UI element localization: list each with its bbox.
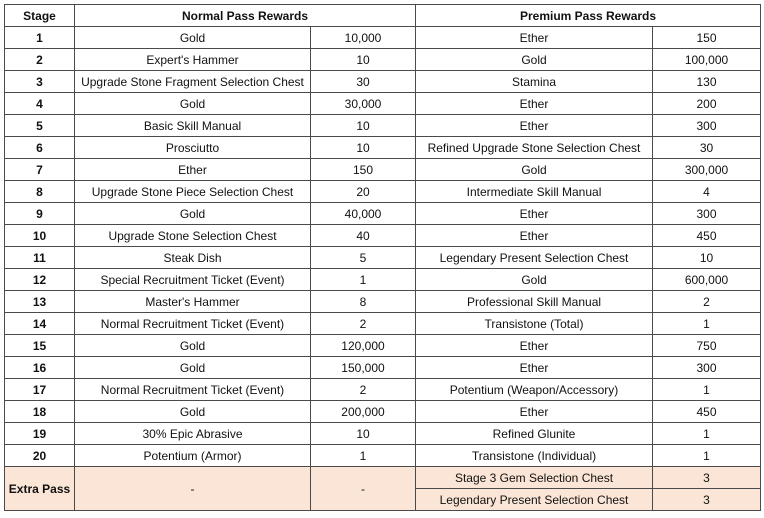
normal-item-cell: Gold bbox=[75, 357, 311, 379]
stage-cell: 3 bbox=[5, 71, 75, 93]
reward-rows bbox=[5, 27, 761, 467]
premium-qty-cell: 200 bbox=[653, 93, 761, 115]
table-row bbox=[5, 27, 761, 49]
table-row bbox=[5, 423, 761, 445]
stage-cell: 7 bbox=[5, 159, 75, 181]
normal-qty-cell: 20 bbox=[311, 181, 416, 203]
table-row bbox=[5, 401, 761, 423]
premium-qty-cell: 1 bbox=[653, 445, 761, 467]
stage-cell: 9 bbox=[5, 203, 75, 225]
normal-qty-cell: 150,000 bbox=[311, 357, 416, 379]
premium-item-cell: Ether bbox=[416, 357, 653, 379]
table-row bbox=[5, 93, 761, 115]
premium-qty-cell: 300 bbox=[653, 203, 761, 225]
stage-cell: 12 bbox=[5, 269, 75, 291]
premium-item-cell: Ether bbox=[416, 225, 653, 247]
normal-qty-cell: 120,000 bbox=[311, 335, 416, 357]
stage-cell: 15 bbox=[5, 335, 75, 357]
normal-qty-cell: 30,000 bbox=[311, 93, 416, 115]
premium-item-cell: Gold bbox=[416, 269, 653, 291]
stage-cell: 4 bbox=[5, 93, 75, 115]
premium-qty-cell: 100,000 bbox=[653, 49, 761, 71]
normal-qty-cell: 5 bbox=[311, 247, 416, 269]
header-normal-pass: Normal Pass Rewards bbox=[75, 5, 416, 27]
premium-item-cell: Transistone (Total) bbox=[416, 313, 653, 335]
normal-item-cell: Gold bbox=[75, 335, 311, 357]
premium-item-cell: Ether bbox=[416, 335, 653, 357]
premium-item-cell: Transistone (Individual) bbox=[416, 445, 653, 467]
premium-qty-cell: 750 bbox=[653, 335, 761, 357]
premium-qty-cell: 30 bbox=[653, 137, 761, 159]
premium-item-cell: Ether bbox=[416, 401, 653, 423]
extra-pass-label: Extra Pass bbox=[5, 467, 75, 511]
premium-qty-cell: 1 bbox=[653, 313, 761, 335]
extra-normal-qty: - bbox=[311, 467, 416, 511]
normal-item-cell: Expert's Hammer bbox=[75, 49, 311, 71]
normal-item-cell: Gold bbox=[75, 93, 311, 115]
normal-item-cell: Basic Skill Manual bbox=[75, 115, 311, 137]
premium-qty-cell: 450 bbox=[653, 401, 761, 423]
normal-item-cell: Gold bbox=[75, 401, 311, 423]
premium-item-cell: Ether bbox=[416, 203, 653, 225]
normal-qty-cell: 1 bbox=[311, 269, 416, 291]
premium-item-cell: Ether bbox=[416, 115, 653, 137]
normal-qty-cell: 10 bbox=[311, 423, 416, 445]
premium-qty-cell: 130 bbox=[653, 71, 761, 93]
table-row bbox=[5, 269, 761, 291]
stage-cell: 19 bbox=[5, 423, 75, 445]
normal-qty-cell: 200,000 bbox=[311, 401, 416, 423]
normal-item-cell: Upgrade Stone Fragment Selection Chest bbox=[75, 71, 311, 93]
extra-premium-qty: 3 bbox=[653, 467, 761, 489]
stage-cell: 17 bbox=[5, 379, 75, 401]
stage-cell: 18 bbox=[5, 401, 75, 423]
table-row bbox=[5, 335, 761, 357]
normal-item-cell: 30% Epic Abrasive bbox=[75, 423, 311, 445]
premium-item-cell: Intermediate Skill Manual bbox=[416, 181, 653, 203]
normal-item-cell: Master's Hammer bbox=[75, 291, 311, 313]
premium-item-cell: Gold bbox=[416, 49, 653, 71]
premium-item-cell: Refined Upgrade Stone Selection Chest bbox=[416, 137, 653, 159]
extra-pass-row bbox=[5, 467, 761, 489]
table-row bbox=[5, 137, 761, 159]
stage-cell: 16 bbox=[5, 357, 75, 379]
header-row bbox=[5, 5, 761, 27]
premium-qty-cell: 4 bbox=[653, 181, 761, 203]
premium-qty-cell: 150 bbox=[653, 27, 761, 49]
normal-item-cell: Potentium (Armor) bbox=[75, 445, 311, 467]
table-row bbox=[5, 115, 761, 137]
stage-cell: 11 bbox=[5, 247, 75, 269]
normal-qty-cell: 10,000 bbox=[311, 27, 416, 49]
premium-item-cell: Professional Skill Manual bbox=[416, 291, 653, 313]
normal-qty-cell: 2 bbox=[311, 313, 416, 335]
pass-rewards-table bbox=[4, 4, 761, 511]
premium-item-cell: Legendary Present Selection Chest bbox=[416, 247, 653, 269]
table-row bbox=[5, 49, 761, 71]
normal-qty-cell: 10 bbox=[311, 115, 416, 137]
normal-qty-cell: 30 bbox=[311, 71, 416, 93]
normal-qty-cell: 150 bbox=[311, 159, 416, 181]
normal-item-cell: Ether bbox=[75, 159, 311, 181]
table-row bbox=[5, 247, 761, 269]
premium-qty-cell: 1 bbox=[653, 423, 761, 445]
table-row bbox=[5, 203, 761, 225]
normal-item-cell: Normal Recruitment Ticket (Event) bbox=[75, 379, 311, 401]
premium-item-cell: Refined Glunite bbox=[416, 423, 653, 445]
normal-qty-cell: 40,000 bbox=[311, 203, 416, 225]
table-row bbox=[5, 181, 761, 203]
stage-cell: 13 bbox=[5, 291, 75, 313]
normal-item-cell: Normal Recruitment Ticket (Event) bbox=[75, 313, 311, 335]
table-row bbox=[5, 357, 761, 379]
normal-qty-cell: 1 bbox=[311, 445, 416, 467]
stage-cell: 5 bbox=[5, 115, 75, 137]
header-premium-pass: Premium Pass Rewards bbox=[416, 5, 761, 27]
stage-cell: 10 bbox=[5, 225, 75, 247]
premium-item-cell: Ether bbox=[416, 93, 653, 115]
extra-pass-rows bbox=[5, 467, 761, 511]
extra-premium-qty: 3 bbox=[653, 489, 761, 511]
premium-item-cell: Ether bbox=[416, 27, 653, 49]
stage-cell: 8 bbox=[5, 181, 75, 203]
table-row bbox=[5, 313, 761, 335]
premium-qty-cell: 10 bbox=[653, 247, 761, 269]
premium-qty-cell: 300 bbox=[653, 115, 761, 137]
normal-qty-cell: 40 bbox=[311, 225, 416, 247]
stage-cell: 2 bbox=[5, 49, 75, 71]
table-row bbox=[5, 71, 761, 93]
stage-cell: 20 bbox=[5, 445, 75, 467]
normal-qty-cell: 2 bbox=[311, 379, 416, 401]
table-row bbox=[5, 159, 761, 181]
normal-item-cell: Steak Dish bbox=[75, 247, 311, 269]
premium-qty-cell: 2 bbox=[653, 291, 761, 313]
premium-item-cell: Potentium (Weapon/Accessory) bbox=[416, 379, 653, 401]
normal-qty-cell: 8 bbox=[311, 291, 416, 313]
normal-qty-cell: 10 bbox=[311, 49, 416, 71]
premium-item-cell: Gold bbox=[416, 159, 653, 181]
stage-cell: 14 bbox=[5, 313, 75, 335]
normal-qty-cell: 10 bbox=[311, 137, 416, 159]
extra-premium-item: Stage 3 Gem Selection Chest bbox=[416, 467, 653, 489]
stage-cell: 6 bbox=[5, 137, 75, 159]
table-row bbox=[5, 225, 761, 247]
extra-normal-item: - bbox=[75, 467, 311, 511]
table-row bbox=[5, 445, 761, 467]
premium-qty-cell: 600,000 bbox=[653, 269, 761, 291]
normal-item-cell: Upgrade Stone Piece Selection Chest bbox=[75, 181, 311, 203]
stage-cell: 1 bbox=[5, 27, 75, 49]
table-row bbox=[5, 379, 761, 401]
table-row bbox=[5, 291, 761, 313]
premium-qty-cell: 300,000 bbox=[653, 159, 761, 181]
normal-item-cell: Gold bbox=[75, 203, 311, 225]
normal-item-cell: Special Recruitment Ticket (Event) bbox=[75, 269, 311, 291]
premium-qty-cell: 300 bbox=[653, 357, 761, 379]
premium-item-cell: Stamina bbox=[416, 71, 653, 93]
normal-item-cell: Upgrade Stone Selection Chest bbox=[75, 225, 311, 247]
normal-item-cell: Gold bbox=[75, 27, 311, 49]
normal-item-cell: Prosciutto bbox=[75, 137, 311, 159]
premium-qty-cell: 1 bbox=[653, 379, 761, 401]
header-stage: Stage bbox=[5, 5, 75, 27]
extra-premium-item: Legendary Present Selection Chest bbox=[416, 489, 653, 511]
premium-qty-cell: 450 bbox=[653, 225, 761, 247]
